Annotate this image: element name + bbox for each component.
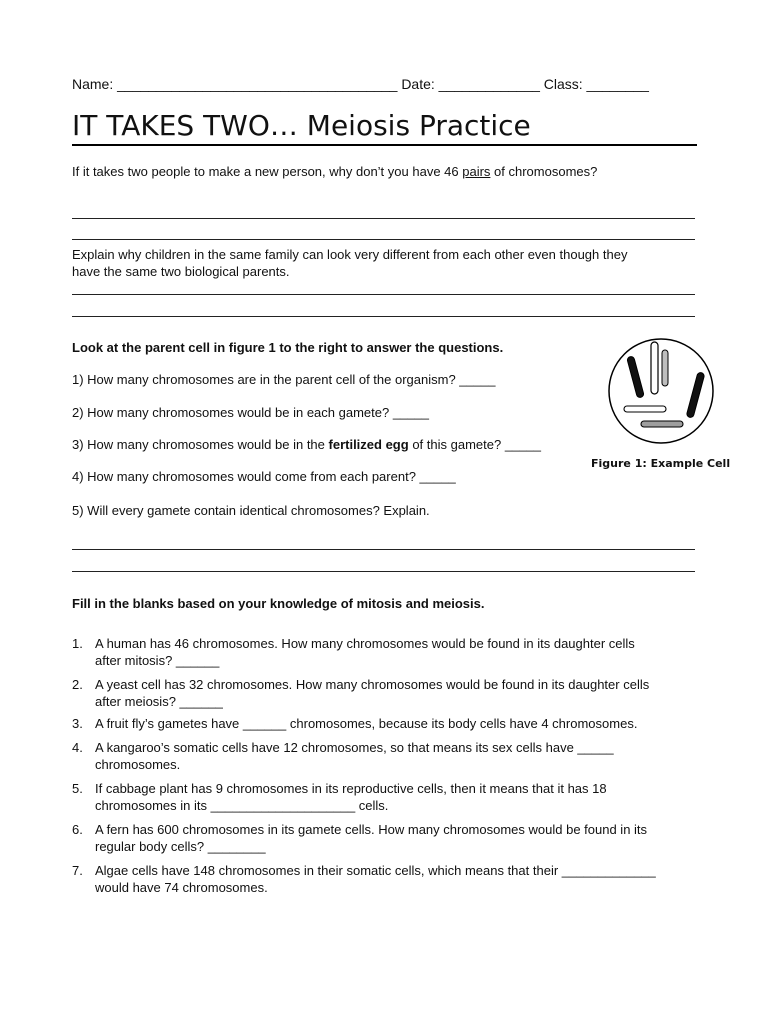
list-item	[95, 740, 695, 773]
section1-heading: Look at the parent cell in figure 1 to the right to answer the questions.	[72, 340, 504, 355]
list-item	[95, 716, 695, 733]
question-pairs	[72, 164, 597, 180]
list-item-line1: A yeast cell has 32 chromosomes. How many chromosomes would be found in its daughter cells	[95, 677, 650, 692]
answer-line	[72, 316, 695, 317]
list-item-line1: Algae cells have 148 chromosomes in their somatic cells, which means that their _____________	[95, 863, 656, 878]
question-3-text-a: 3) How many chromosomes would be in the	[72, 437, 329, 452]
section2-heading: Fill in the blanks based on your knowledge of mitosis and meiosis.	[72, 596, 485, 611]
chromosome-short-white	[624, 406, 666, 412]
page-title: IT TAKES TWO… Meiosis Practice	[72, 108, 697, 146]
question-pairs-text-a: If it takes two people to make a new person, why don’t you have 46	[72, 164, 463, 179]
list-item	[95, 677, 695, 710]
list-item-line2: after meiosis? ______	[95, 693, 223, 709]
question-family-line2: have the same two biological parents.	[72, 264, 290, 279]
item-number: 5.	[72, 781, 83, 796]
item-number: 2.	[72, 677, 83, 692]
list-item	[95, 781, 695, 814]
answer-line	[72, 549, 695, 550]
question-4: 4) How many chromosomes would come from each parent? _____	[72, 469, 456, 484]
question-1: 1) How many chromosomes are in the parent cell of the organism? _____	[72, 372, 496, 387]
figure-caption: Figure 1: Example Cell	[591, 457, 731, 470]
item-number: 7.	[72, 863, 83, 878]
item-number: 4.	[72, 740, 83, 755]
answer-line	[72, 294, 695, 295]
question-3	[72, 437, 541, 453]
item-number: 3.	[72, 716, 83, 731]
list-item-line1: A kangaroo’s somatic cells have 12 chromosomes, so that means its sex cells have _____	[95, 740, 614, 755]
chromosome-gray	[662, 350, 668, 386]
answer-line	[72, 571, 695, 572]
question-pairs-underlined: pairs	[462, 164, 491, 179]
list-item-line1: A fruit fly’s gametes have ______ chromosomes, because its body cells have 4 chromosomes.	[95, 716, 638, 731]
list-item-line2: after mitosis? ______	[95, 652, 220, 668]
answer-line	[72, 239, 695, 240]
chromosome-long-white	[651, 342, 658, 394]
list-item-line2: would have 74 chromosomes.	[95, 879, 268, 895]
list-item-line1: A fern has 600 chromosomes in its gamete cells. How many chromosomes would be found in its	[95, 822, 648, 837]
question-3-text-b: of this gamete? _____	[408, 437, 541, 452]
list-item-line2: chromosomes in its ____________________ cells.	[95, 797, 389, 813]
list-item-line2: regular body cells? ________	[95, 838, 266, 854]
list-item	[95, 822, 695, 855]
item-number: 6.	[72, 822, 83, 837]
question-2: 2) How many chromosomes would be in each gamete? _____	[72, 405, 429, 420]
answer-line	[72, 218, 695, 219]
question-family-line1: Explain why children in the same family can look very different from each other even though they	[72, 247, 628, 262]
question-3-bold: fertilized egg	[328, 437, 409, 452]
example-cell-figure	[606, 336, 716, 446]
chromosome-short-gray	[641, 421, 683, 427]
question-pairs-text-b: of chromosomes?	[490, 164, 598, 179]
list-item	[95, 636, 695, 669]
list-item-line2: chromosomes.	[95, 756, 181, 772]
list-item-line1: A human has 46 chromosomes. How many chromosomes would be found in its daughter cells	[95, 636, 635, 651]
list-item	[95, 863, 695, 896]
item-number: 1.	[72, 636, 83, 651]
name-date-class-line: Name: ____________________________________ Date: _____________ Class: ________	[72, 76, 649, 92]
list-item-line1: If cabbage plant has 9 chromosomes in its reproductive cells, then it means that it has 18	[95, 781, 607, 796]
question-5: 5) Will every gamete contain identical chromosomes? Explain.	[72, 503, 430, 518]
